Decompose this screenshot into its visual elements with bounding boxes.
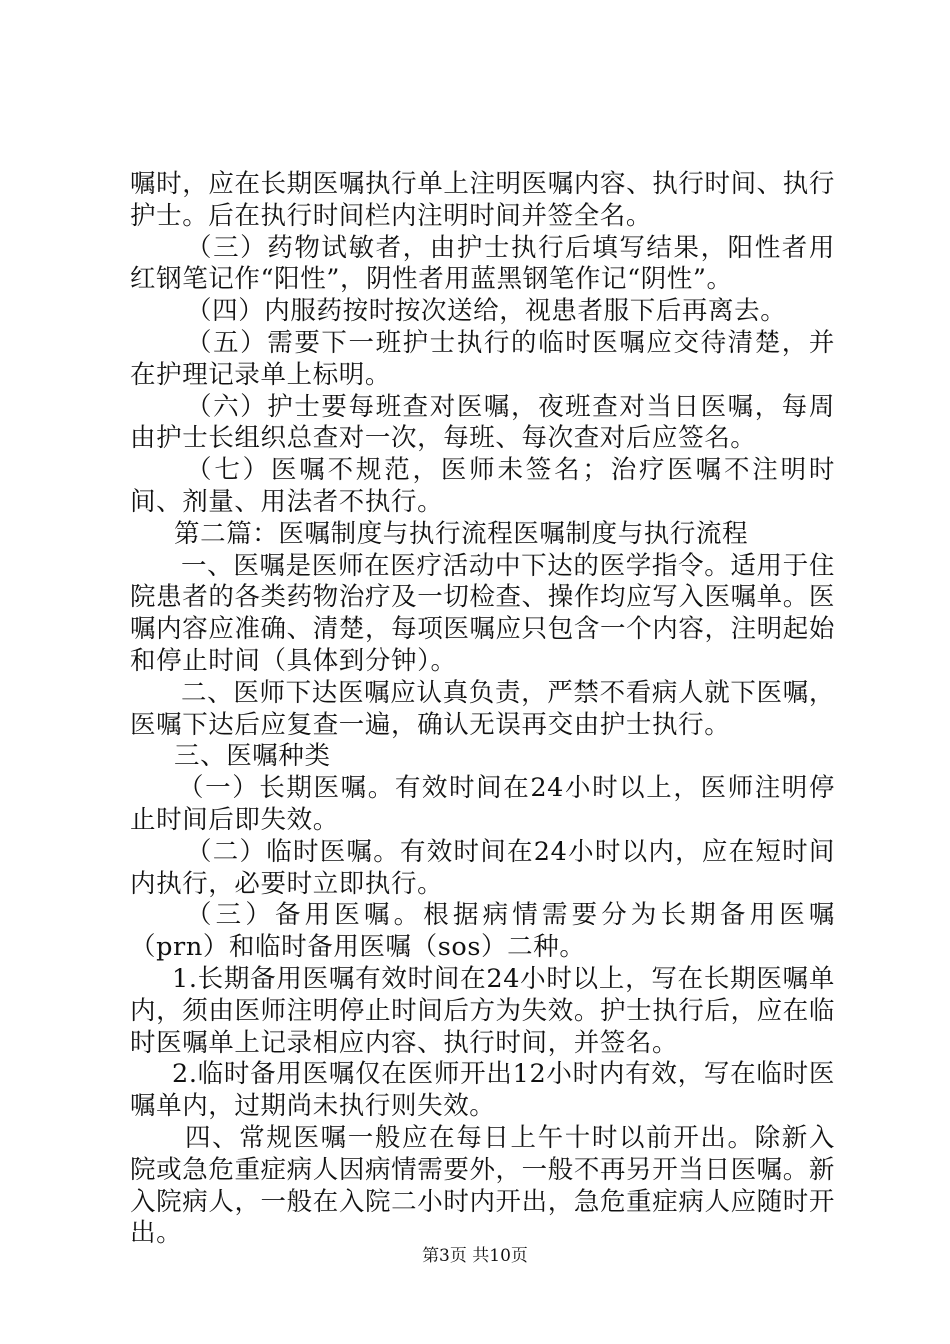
paragraph: （六）护士要每班查对医嘱，夜班查对当日医嘱，每周由护士长组织总查对一次，每班、每次查对后应签名。 [130, 391, 835, 454]
paragraph: （二）临时医嘱。有效时间在24小时以内，应在短时间内执行，必要时立即执行。 [130, 836, 835, 899]
paragraph: （三）备用医嘱。根据病情需要分为长期备用医嘱（prn）和临时备用医嘱（sos）二种。 [130, 900, 835, 963]
paragraph: （五）需要下一班护士执行的临时医嘱应交待清楚，并在护理记录单上标明。 [130, 327, 835, 390]
paragraph: 三、医嘱种类 [174, 741, 331, 772]
page-footer: 第3页 共10页 [422, 1246, 528, 1266]
paragraph: （一）长期医嘱。有效时间在24小时以上，医师注明停止时间后即失效。 [130, 773, 835, 835]
paragraph: 第二篇：医嘱制度与执行流程医嘱制度与执行流程 [174, 518, 749, 549]
paragraph: 一、医嘱是医师在医疗活动中下达的医学指令。适用于住院患者的各类药物治疗及一切检查、操作均应写入医嘱单。医嘱内容应准确、清楚，每项医嘱应只包含一个内容，注明起始和停止时间（具体到分钟）。 [130, 550, 835, 676]
paragraph: 四、常规医嘱一般应在每日上午十时以前开出。除新入院或急危重症病人因病情需要外，一般不再另开当日医嘱。新入院病人，一般在入院二小时内开出，急危重症病人应随时开出。 [130, 1122, 835, 1249]
paragraph: 二、医师下达医嘱应认真负责，严禁不看病人就下医嘱，医嘱下达后应复查一遍，确认无误再交由护士执行。 [130, 677, 835, 740]
paragraph: （七）医嘱不规范，医师未签名；治疗医嘱不注明时间、剂量、用法者不执行。 [130, 455, 835, 517]
document-body [130, 169, 835, 1250]
paragraph: 1.长期备用医嘱有效时间在24小时以上，写在长期医嘱单内，须由医师注明停止时间后方为失效。护士执行后，应在临时医嘱单上记录相应内容、执行时间，并签名。 [130, 963, 835, 1058]
paragraph: 嘱时，应在长期医嘱执行单上注明医嘱内容、执行时间、执行护士。后在执行时间栏内注明时间并签全名。 [130, 169, 835, 231]
paragraph: （三）药物试敏者，由护士执行后填写结果，阳性者用红钢笔记作“阳性”，阴性者用蓝黑钢笔作记“阴性”。 [130, 232, 835, 295]
paragraph: 2.临时备用医嘱仅在医师开出12小时内有效，写在临时医嘱单内，过期尚未执行则失效。 [130, 1059, 835, 1122]
paragraph: （四）内服药按时按次送给，视患者服下后再离去。 [186, 296, 787, 327]
